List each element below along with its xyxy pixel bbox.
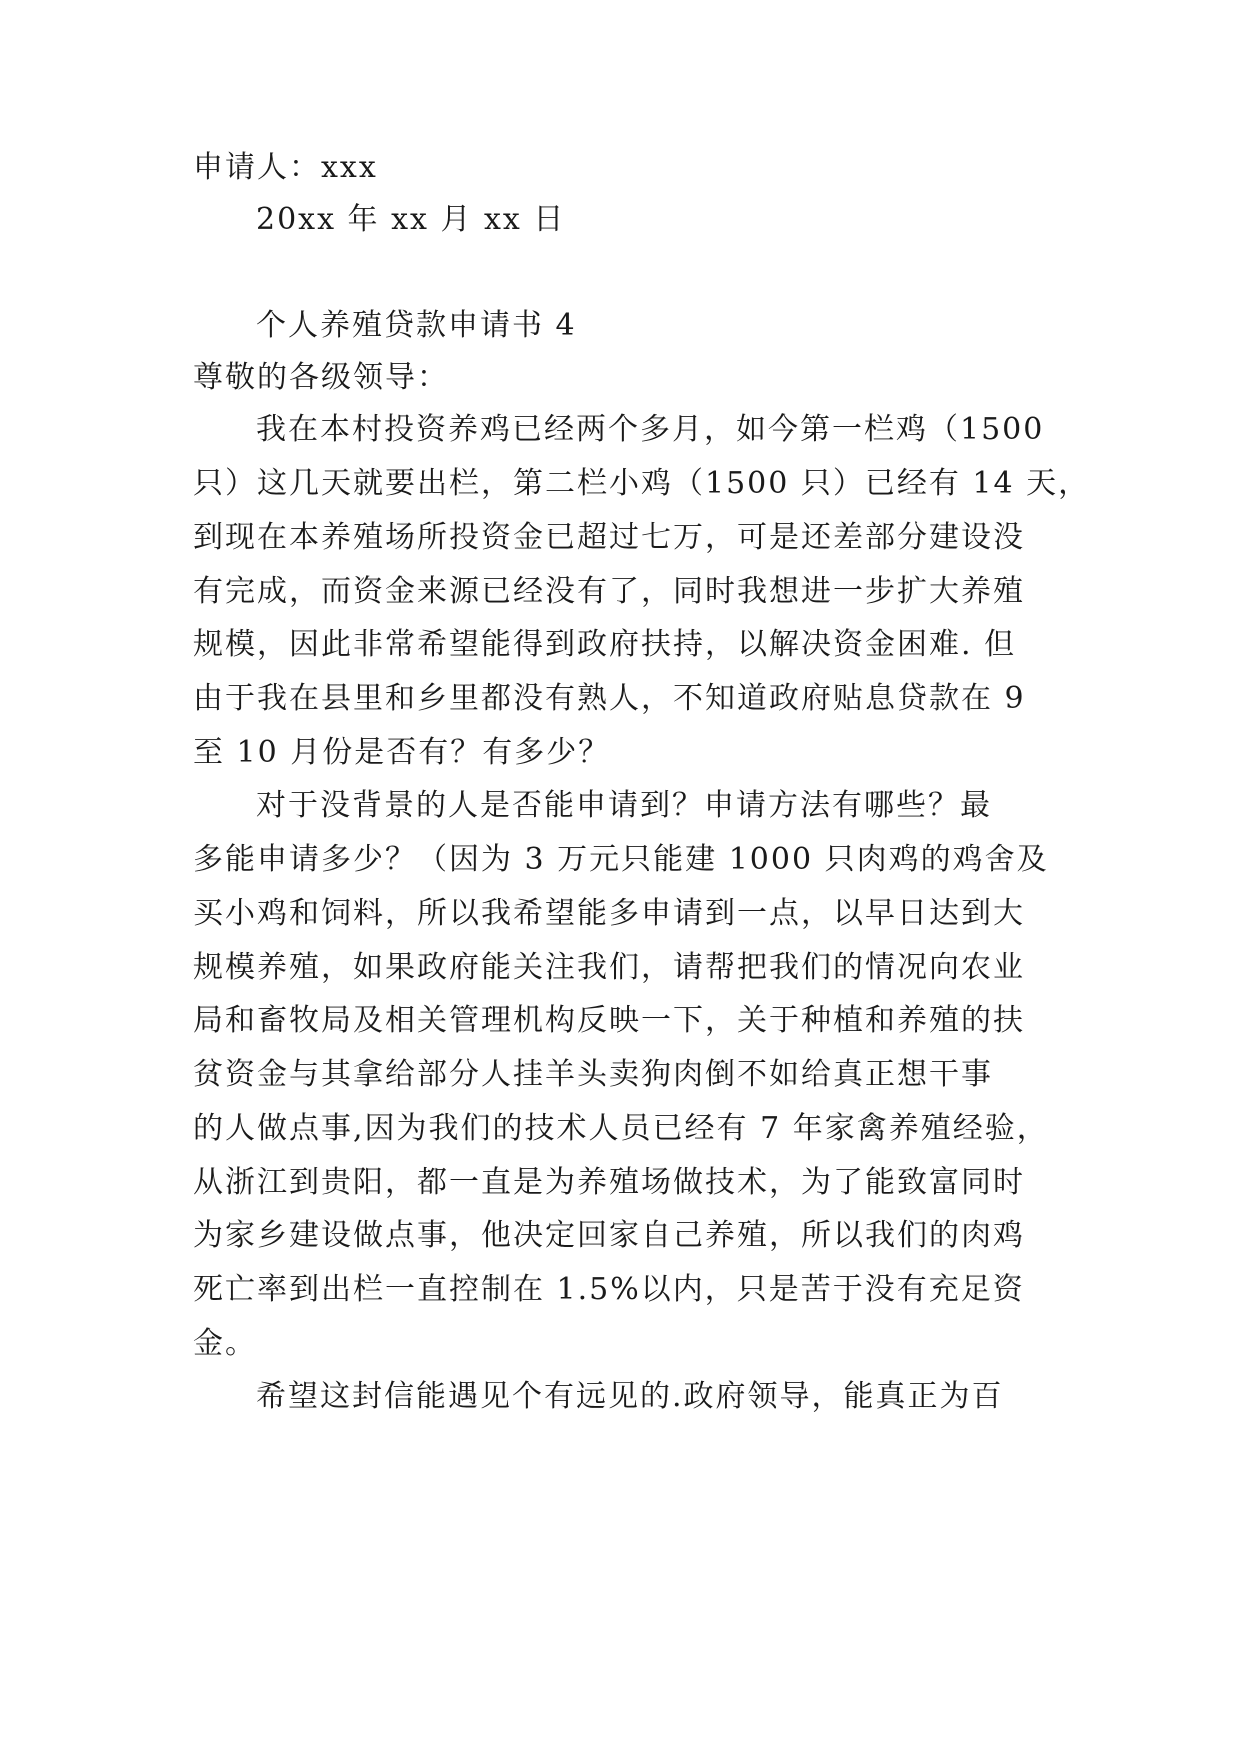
paragraph-line: 我在本村投资养鸡已经两个多月，如今第一栏鸡（1500 — [256, 412, 1045, 447]
paragraph-line: 买小鸡和饲料，所以我希望能多申请到一点，以早日达到大 — [193, 896, 1025, 931]
paragraph-line: 死亡率到出栏一直控制在 1.5%以内，只是苦于没有充足资 — [193, 1272, 1025, 1307]
paragraph-line: 为家乡建设做点事，他决定回家自己养殖，所以我们的肉鸡 — [193, 1218, 1025, 1253]
paragraph-line: 金。 — [193, 1326, 257, 1361]
salutation: 尊敬的各级领导： — [193, 360, 449, 395]
paragraph-line: 只）这几天就要出栏，第二栏小鸡（1500 只）已经有 14 天， — [193, 466, 1091, 501]
paragraph-line: 多能申请多少？（因为 3 万元只能建 1000 只肉鸡的鸡舍及 — [193, 842, 1049, 877]
paragraph-line: 至 10 月份是否有？有多少？ — [193, 735, 611, 770]
date-line: 20xx 年 xx 月 xx 日 — [256, 202, 566, 237]
paragraph-line: 希望这封信能遇见个有远见的.政府领导，能真正为百 — [256, 1379, 1004, 1414]
paragraph-line: 由于我在县里和乡里都没有熟人，不知道政府贴息贷款在 9 — [193, 681, 1026, 716]
paragraph-line: 对于没背景的人是否能申请到？申请方法有哪些？最 — [256, 788, 992, 823]
paragraph-line: 贫资金与其拿给部分人挂羊头卖狗肉倒不如给真正想干事 — [193, 1057, 993, 1092]
signature-line: 申请人：xxx — [193, 150, 378, 185]
paragraph-line: 到现在本养殖场所投资金已超过七万，可是还差部分建设没 — [193, 520, 1025, 555]
paragraph-line: 局和畜牧局及相关管理机构反映一下，关于种植和养殖的扶 — [193, 1003, 1025, 1038]
paragraph-line: 有完成，而资金来源已经没有了，同时我想进一步扩大养殖 — [193, 574, 1025, 609]
paragraph-line: 的人做点事,因为我们的技术人员已经有 7 年家禽养殖经验， — [193, 1111, 1049, 1146]
paragraph-line: 从浙江到贵阳，都一直是为养殖场做技术，为了能致富同时 — [193, 1165, 1025, 1200]
section-title: 个人养殖贷款申请书 4 — [256, 308, 577, 343]
paragraph-line: 规模养殖，如果政府能关注我们，请帮把我们的情况向农业 — [193, 950, 1025, 985]
paragraph-line: 规模，因此非常希望能得到政府扶持，以解决资金困难. 但 — [193, 627, 1017, 662]
